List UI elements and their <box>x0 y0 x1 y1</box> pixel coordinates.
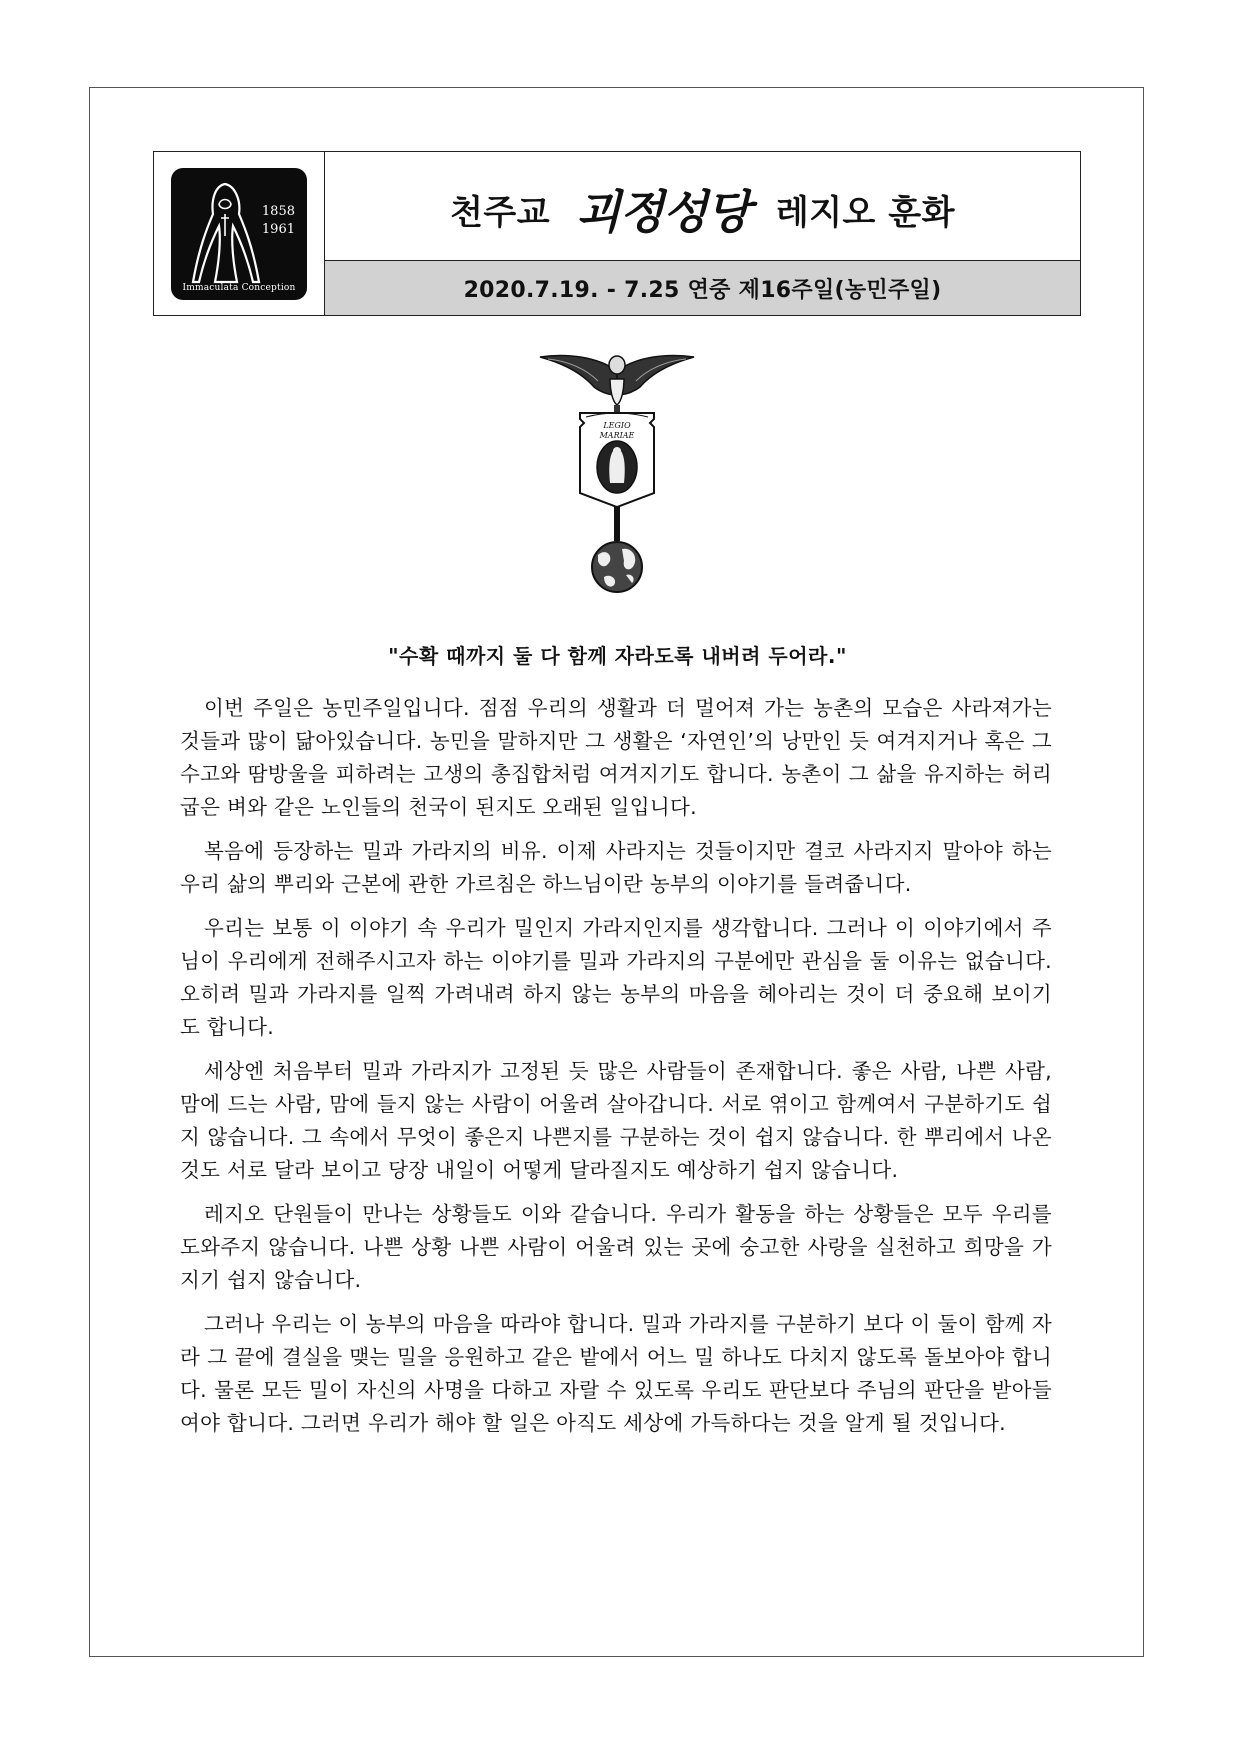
title-left: 천주교 <box>450 192 551 233</box>
title-right: 레지오 훈화 <box>775 192 955 233</box>
paragraph-1: 이번 주일은 농민주일입니다. 점점 우리의 생활과 더 멀어져 가는 농촌의 모습은 사라져가는 것들과 많이 닮아있습니다. 농민을 말하지만 그 생활은 ‘자연인’의 낭만인 듯 여겨지거나 혹은 그 수고와 땀방울을 피하려는 고생의 총집합처럼 여겨지기도 합니다. 농촌이 그 삶을 유지하는 허리 굽은 벼와 같은 노인들의 천국이 된지도 오래된 일입니다. <box>180 696 1052 819</box>
madonna-figure-icon <box>185 178 265 286</box>
title-row <box>325 152 1080 261</box>
banner-text-line1: LEGIO <box>603 421 631 430</box>
banner-text-line2: MARIAE <box>599 431 635 440</box>
parish-logo <box>171 168 307 300</box>
header-box <box>153 151 1081 316</box>
date-line: 2020.7.19. - 7.25 연중 제16주일(농민주일) <box>325 261 1080 315</box>
homily-body <box>180 692 1052 1451</box>
logo-year-bottom: 1961 <box>261 221 295 237</box>
paragraph-3: 우리는 보통 이 이야기 속 우리가 밀인지 가라지인지를 생각합니다. 그러나 이 이야기에서 주님이 우리에게 전해주시고자 하는 이야기를 밀과 가라지의 구분에만 관심을 둘 이유는 없습니다. 오히려 밀과 가라지를 일찍 가려내려 하지 않는 농부의 마음을 헤아리는 것이 더 중요해 보이기도 합니다. <box>180 916 1052 1039</box>
legio-mariae-vexillum-icon <box>538 343 696 593</box>
title-cell <box>325 152 1080 315</box>
paragraph-5: 레지오 단원들이 만나는 상황들도 이와 같습니다. 우리가 활동을 하는 상황들은 모두 우리를 도와주지 않습니다. 나쁜 상황 나쁜 사람이 어울려 있는 곳에 숭고한 사랑을 실천하고 희망을 가지기 쉽지 않습니다. <box>180 1202 1052 1292</box>
logo-caption: Immaculata Conception <box>182 282 296 293</box>
logo-year-top: 1858 <box>261 203 295 219</box>
paragraph-2: 복음에 등장하는 밀과 가라지의 비유. 이제 사라지는 것들이지만 결코 사라지지 말아야 하는 우리 삶의 뿌리와 근본에 관한 가르침은 하느님이란 농부의 이야기를 들려줍니다. <box>180 839 1052 896</box>
logo-cell <box>154 152 325 315</box>
paragraph-4: 세상엔 처음부터 밀과 가라지가 고정된 듯 많은 사람들이 존재합니다. 좋은 사람, 나쁜 사람, 맘에 드는 사람, 맘에 들지 않는 사람이 어울려 살아갑니다. 서로 엮이고 함께여서 구분하기도 쉽지 않습니다. 그 속에서 무엇이 좋은지 나쁜지를 구분하는 것이 쉽지 않습니다. 한 뿌리에서 나온 것도 서로 달라 보이고 당장 내일이 어떻게 달라질지도 예상하기 쉽지 않습니다. <box>180 1059 1052 1182</box>
scripture-quote: "수확 때까지 둘 다 함께 자라도록 내버려 두어라." <box>388 644 847 668</box>
parish-name: 괴정성당 <box>576 185 750 239</box>
paragraph-6: 그러나 우리는 이 농부의 마음을 따라야 합니다. 밀과 가라지를 구분하기 보다 이 둘이 함께 자라 그 끝에 결실을 맺는 밀을 응원하고 같은 밭에서 어느 밀 하나도 다치지 않도록 돌보아야 합니다. 물론 모든 밀이 자신의 사명을 다하고 자랄 수 있도록 우리도 판단보다 주님의 판단을 받아들여야 합니다. 그러면 우리가 해야 할 일은 아직도 세상에 가득하다는 것을 알게 될 것입니다. <box>180 1312 1052 1435</box>
